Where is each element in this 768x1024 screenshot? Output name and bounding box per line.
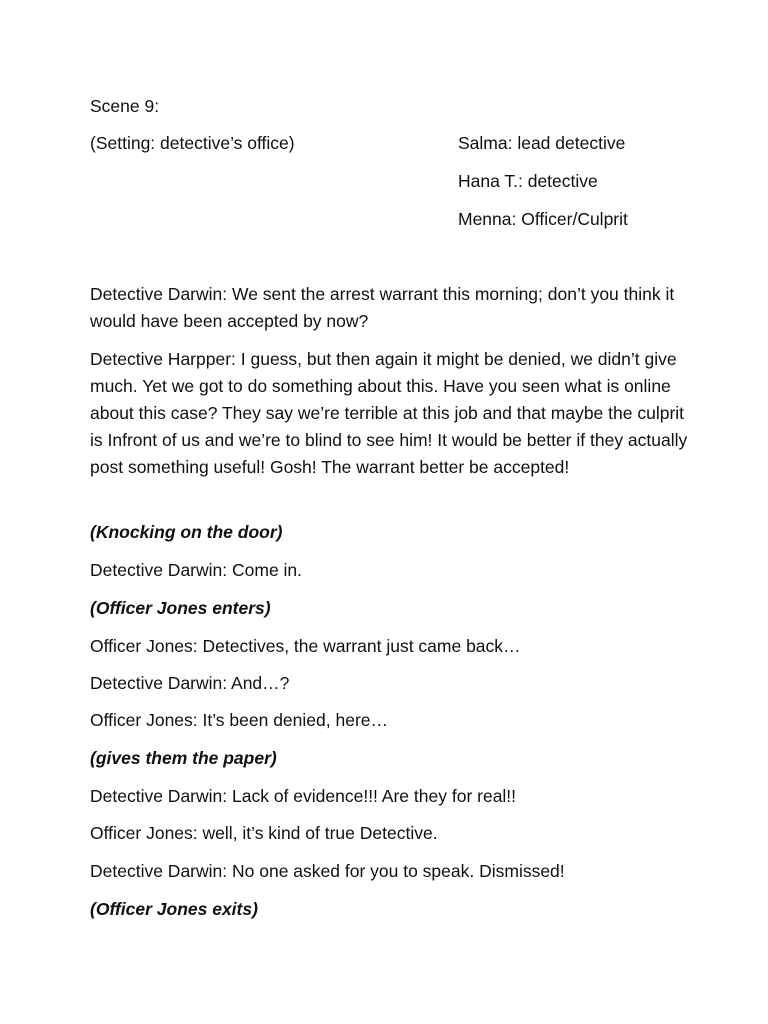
dialogue-line: Detective Darwin: And…? xyxy=(90,673,290,693)
scene-heading: Scene 9: xyxy=(90,96,160,116)
dialogue-line: Officer Jones: well, it’s kind of true Detective. xyxy=(90,823,438,843)
dialogue-line: Detective Harpper: I guess, but then again it might be denied, we didn’t give much. Yet we got to do something about this. Have you seen what is online about this case? They say we’re terrible at this job and that maybe the culprit is Infront of us and we’re to blind to see him! It would be better if they actually post something useful! Gosh! The warrant better be accepted! xyxy=(90,349,688,477)
dialogue-line: Detective Darwin: Lack of evidence!!! Are they for real!! xyxy=(90,786,517,806)
setting-line: (Setting: detective’s office) xyxy=(90,133,295,153)
stage-direction: (gives them the paper) xyxy=(90,748,277,768)
cast-member: Hana T.: detective xyxy=(458,171,598,191)
dialogue-line: Detective Darwin: Come in. xyxy=(90,560,303,580)
dialogue-line: Officer Jones: Detectives, the warrant just came back… xyxy=(90,636,521,656)
stage-direction: (Knocking on the door) xyxy=(90,522,283,542)
dialogue-line: Officer Jones: It’s been denied, here… xyxy=(90,710,389,730)
cast-member: Salma: lead detective xyxy=(458,133,626,153)
cast-member: Menna: Officer/Culprit xyxy=(458,209,628,229)
dialogue-line: Detective Darwin: No one asked for you to speak. Dismissed! xyxy=(90,861,565,881)
stage-direction: (Officer Jones exits) xyxy=(90,899,258,919)
dialogue-line: Detective Darwin: We sent the arrest warrant this morning; don’t you think it would have been accepted by now? xyxy=(90,284,675,331)
stage-direction: (Officer Jones enters) xyxy=(90,598,271,618)
